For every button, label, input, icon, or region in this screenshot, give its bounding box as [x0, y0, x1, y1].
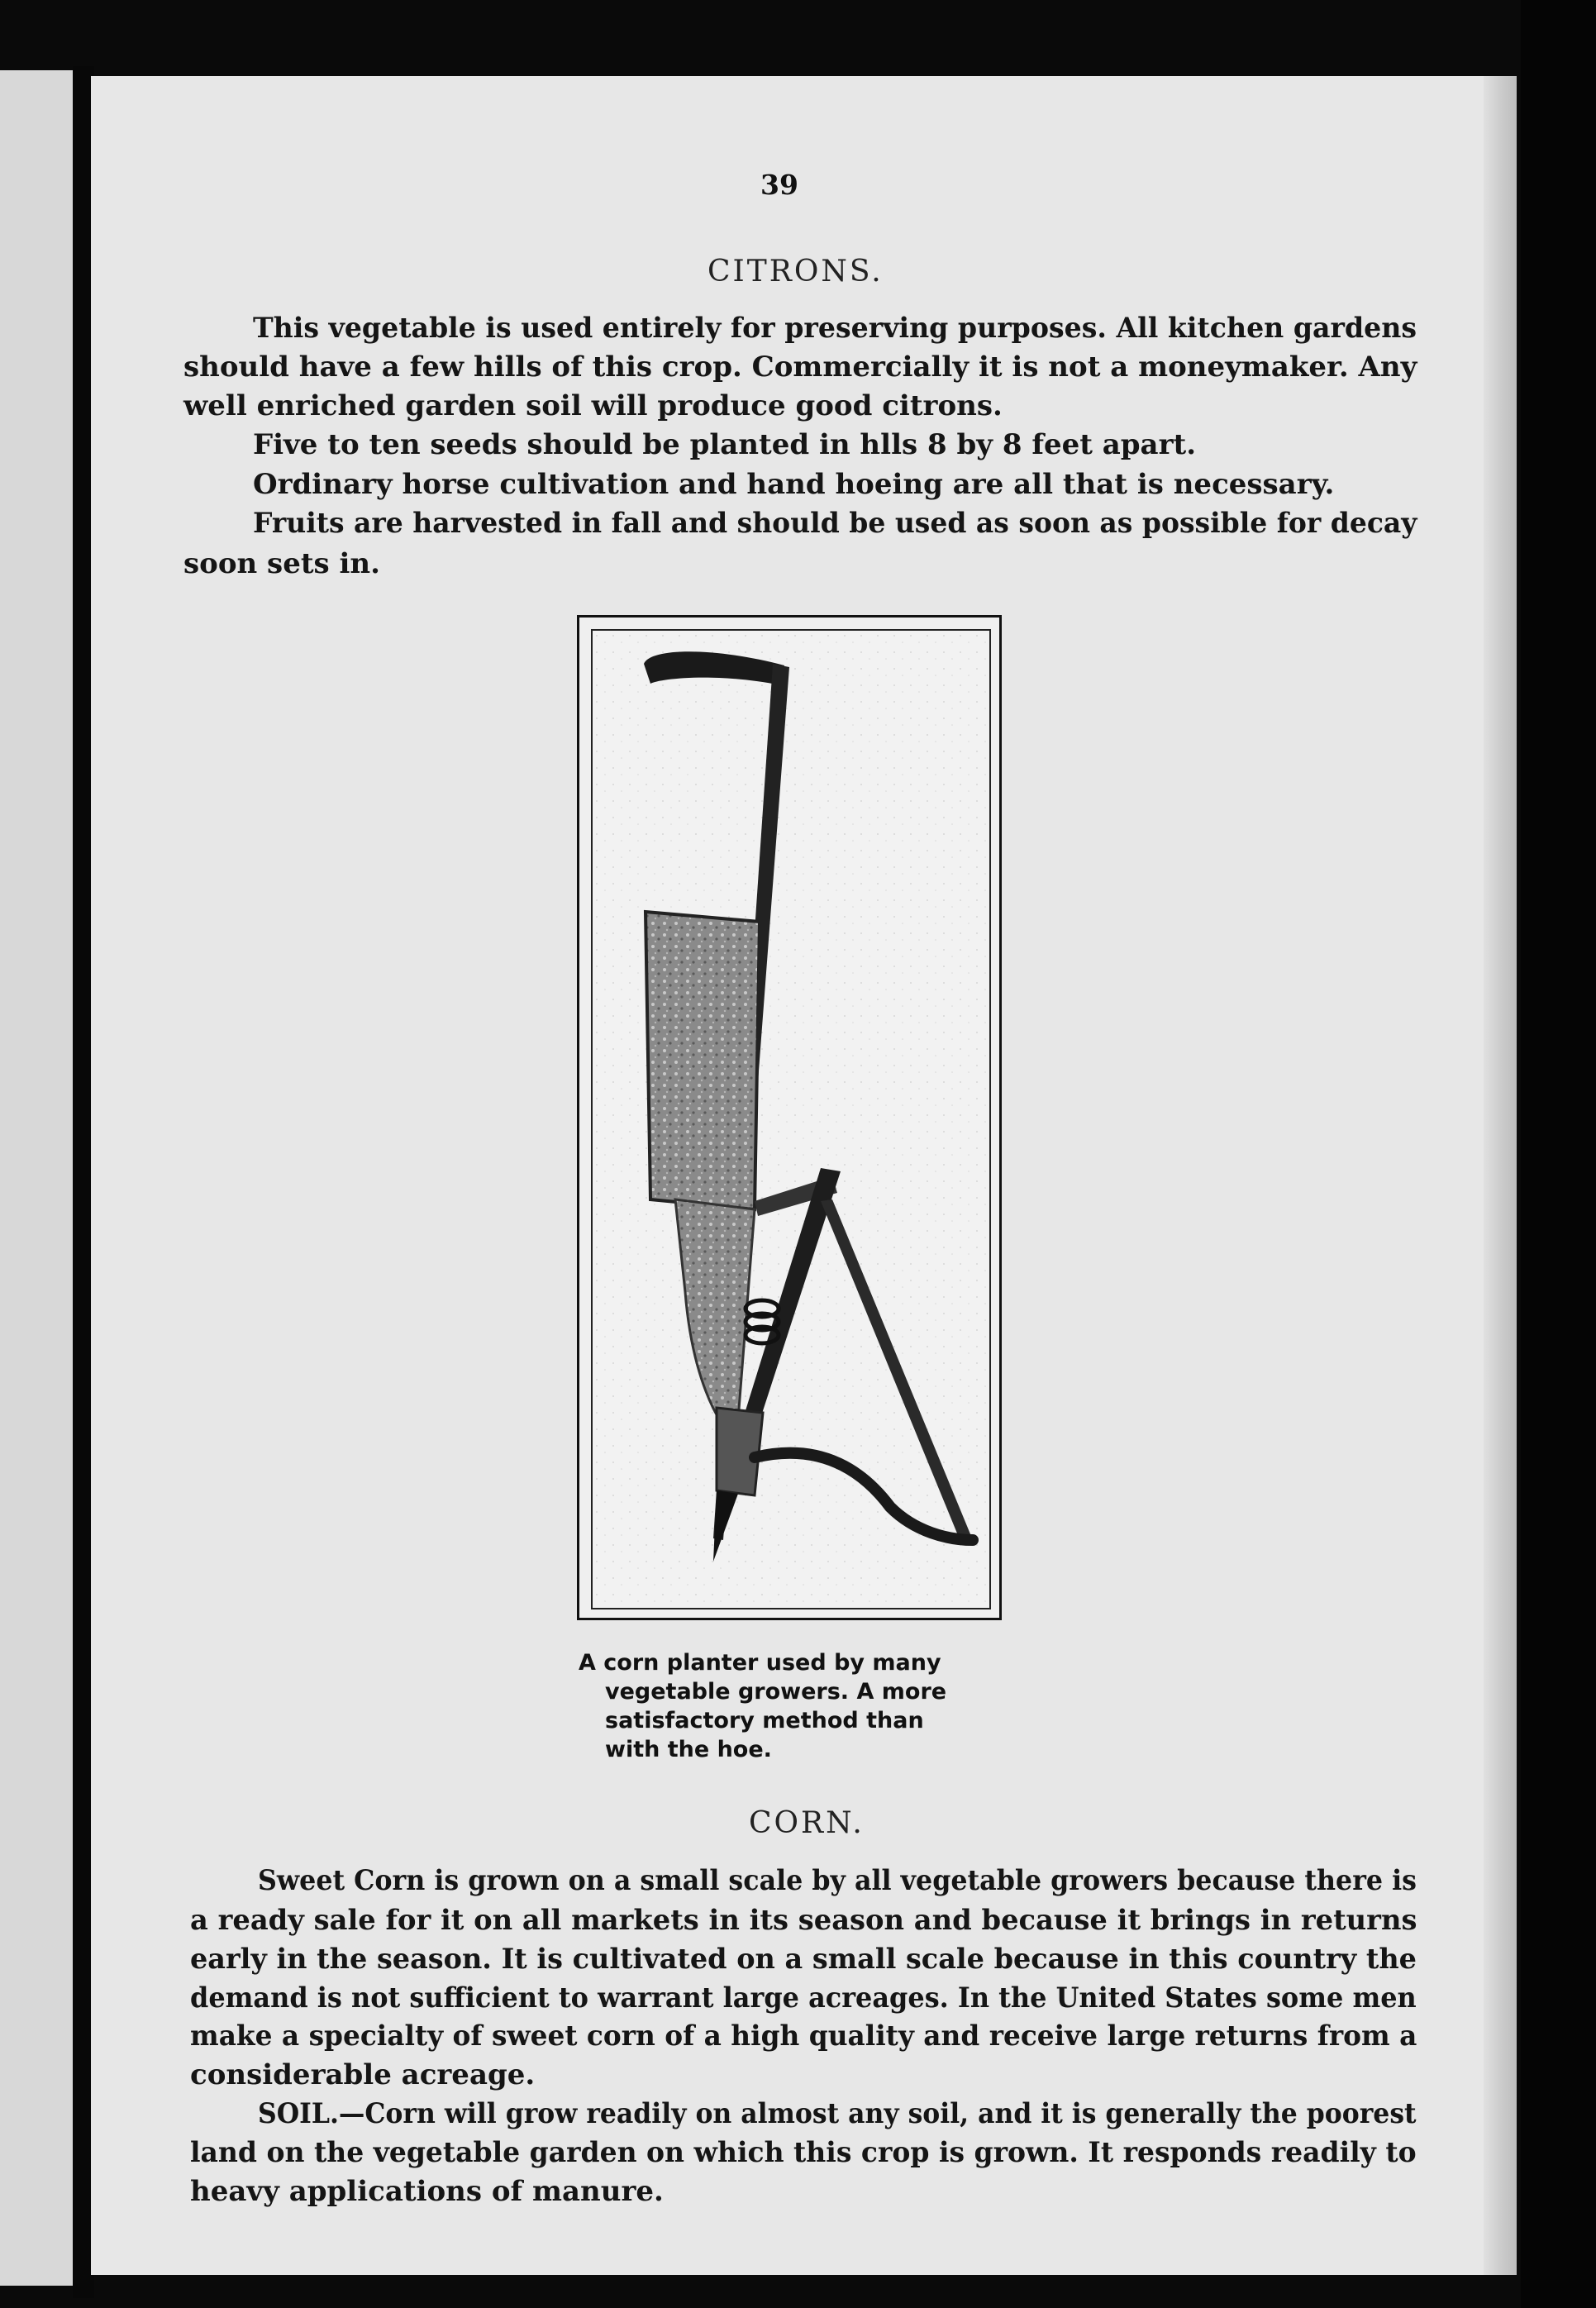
corn-line-7: SOIL.—Corn will grow readily on almost any soil, and it is generally the poorest — [258, 2097, 1417, 2130]
citrons-line-3: well enriched garden soil will produce good citrons. — [183, 389, 1003, 422]
page-number: 39 — [760, 169, 798, 201]
corn-planter-illustration — [593, 631, 989, 1608]
scan-border — [1521, 0, 1596, 2308]
corn-line-6: considerable acreage. — [190, 2058, 536, 2091]
section-heading-corn: CORN. — [749, 1806, 865, 1840]
corn-line-4: demand is not sufficient to warrant large acreages. In the United States some men — [190, 1981, 1417, 2015]
figure-caption-line-3: satisfactory method than — [605, 1708, 924, 1733]
citrons-line-4: Five to ten seeds should be planted in hlls 8 by 8 feet apart. — [253, 428, 1197, 461]
left-page-edge — [0, 70, 74, 2286]
corn-line-8: land on the vegetable garden on which this crop is grown. It responds readily to — [190, 2136, 1417, 2169]
corn-line-9: heavy applications of manure. — [190, 2175, 664, 2208]
figure-caption-line-4: with the hoe. — [605, 1737, 772, 1762]
corn-line-2: a ready sale for it on all markets in its season and because it brings in returns — [190, 1904, 1417, 1937]
corn-planter-photo — [591, 629, 991, 1609]
figure-photo-frame — [577, 615, 1002, 1620]
figure-caption-line-2: vegetable growers. A more — [605, 1679, 947, 1705]
section-heading-citrons: CITRONS. — [707, 255, 884, 288]
right-page-edge — [1484, 76, 1517, 2275]
citrons-line-5: Ordinary horse cultivation and hand hoeing are all that is necessary. — [253, 468, 1335, 501]
corn-line-1: Sweet Corn is grown on a small scale by all vegetable growers because there is — [258, 1864, 1417, 1897]
citrons-line-1: This vegetable is used entirely for preserving purposes. All kitchen gardens — [253, 312, 1417, 345]
corn-line-5: make a specialty of sweet corn of a high quality and receive large returns from a — [190, 2020, 1417, 2053]
figure-caption-line-1: A corn planter used by many — [579, 1650, 941, 1676]
citrons-line-7: soon sets in. — [183, 547, 380, 580]
citrons-line-2: should have a few hills of this crop. Commercially it is not a moneymaker. Any — [183, 350, 1417, 384]
citrons-line-6: Fruits are harvested in fall and should be used as soon as possible for decay — [253, 507, 1417, 540]
corn-line-3: early in the season. It is cultivated on a small scale because in this country the — [190, 1943, 1417, 1976]
